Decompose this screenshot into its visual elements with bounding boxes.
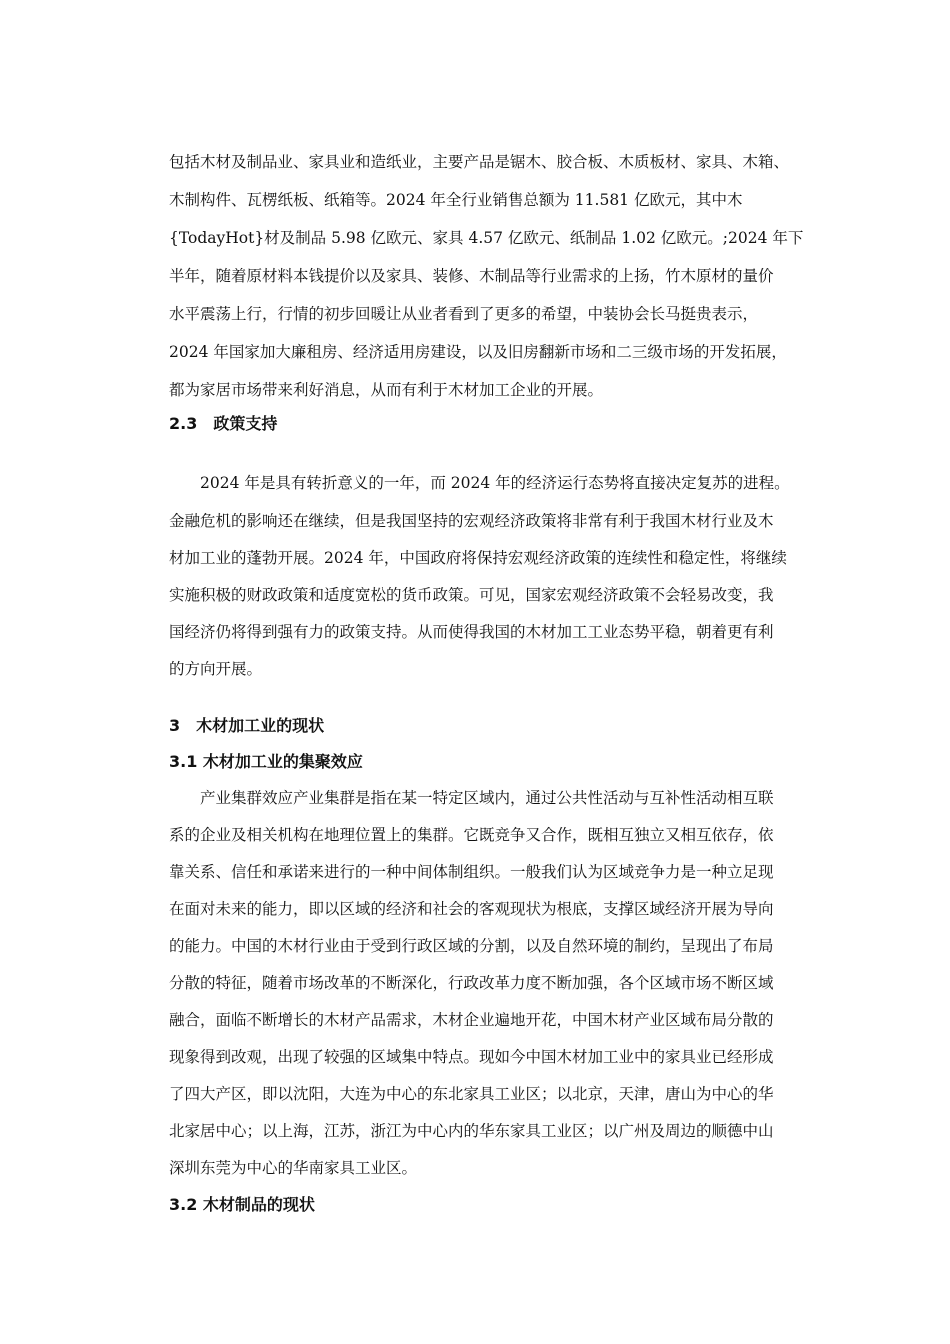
- paragraph-line: 北家居中心；以上海，江苏，浙江为中心内的华东家具工业区；以广州及周边的顺德中山: [169, 1122, 774, 1140]
- paragraph-line: 融合，面临不断增长的木材产品需求，木材企业遍地开花，中国木材产业区域布局分散的: [169, 1011, 774, 1029]
- paragraph-line: 实施积极的财政政策和适度宽松的货币政策。可见，国家宏观经济政策不会轻易改变，我: [169, 586, 774, 604]
- paragraph-line: 分散的特征，随着市场改革的不断深化，行政改革力度不断加强，各个区域市场不断区域: [169, 974, 774, 992]
- intro-line: 水平震荡上行，行情的初步回暖让从业者看到了更多的希望，中装协会长马挺贵表示，: [169, 305, 759, 323]
- intro-line: 包括木材及制品业、家具业和造纸业，主要产品是锯木、胶合板、木质板材、家具、木箱、: [169, 153, 790, 171]
- paragraph-line: 的能力。中国的木材行业由于受到行政区域的分割，以及自然环境的制约，呈现出了布局: [169, 937, 774, 955]
- intro-line: 木制构件、瓦楞纸板、纸箱等。2024 年全行业销售总额为 11.581 亿欧元，其中木: [169, 191, 743, 209]
- paragraph-line: 材加工业的蓬勃开展。2024 年，中国政府将保持宏观经济政策的连续性和稳定性，将继续: [169, 549, 787, 567]
- section-heading-3: 3 木材加工业的现状: [169, 716, 325, 735]
- paragraph-line: 2024 年是具有转折意义的一年，而 2024 年的经济运行态势将直接决定复苏的进程。: [200, 474, 790, 492]
- intro-line: 2024 年国家加大廉租房、经济适用房建设，以及旧房翻新市场和二三级市场的开发拓展，: [169, 343, 787, 361]
- paragraph-line: 深圳东莞为中心的华南家具工业区。: [169, 1159, 418, 1177]
- paragraph-line: 国经济仍将得到强有力的政策支持。从而使得我国的木材加工工业态势平稳，朝着更有利: [169, 623, 774, 641]
- intro-line: {TodayHot}材及制品 5.98 亿欧元、家具 4.57 亿欧元、纸制品 1.02 亿欧元。;2024 年下: [169, 229, 804, 247]
- paragraph-line: 金融危机的影响还在继续，但是我国坚持的宏观经济政策将非常有利于我国木材行业及木: [169, 512, 774, 530]
- paragraph-line: 的方向开展。: [169, 660, 263, 678]
- section-heading-3-2: 3.2 木材制品的现状: [169, 1195, 315, 1214]
- paragraph-line: 系的企业及相关机构在地理位置上的集群。它既竞争又合作，既相互独立又相互依存，依: [169, 826, 774, 844]
- section-heading-3-1: 3.1 木材加工业的集聚效应: [169, 752, 363, 771]
- paragraph-line: 产业集群效应产业集群是指在某一特定区域内，通过公共性活动与互补性活动相互联: [200, 789, 774, 807]
- paragraph-line: 了四大产区，即以沈阳，大连为中心的东北家具工业区；以北京，天津，唐山为中心的华: [169, 1085, 774, 1103]
- paragraph-line: 现象得到改观，出现了较强的区域集中特点。现如今中国木材加工业中的家具业已经形成: [169, 1048, 774, 1066]
- paragraph-line: 靠关系、信任和承诺来进行的一种中间体制组织。一般我们认为区域竞争力是一种立足现: [169, 863, 774, 881]
- intro-line: 半年，随着原材料本钱提价以及家具、装修、木制品等行业需求的上扬，竹木原材的量价: [169, 267, 774, 285]
- intro-line: 都为家居市场带来利好消息，从而有利于木材加工企业的开展。: [169, 381, 604, 399]
- paragraph-line: 在面对未来的能力，即以区域的经济和社会的客观现状为根底，支撑区域经济开展为导向: [169, 900, 774, 918]
- section-heading-2-3: 2.3 政策支持: [169, 414, 278, 433]
